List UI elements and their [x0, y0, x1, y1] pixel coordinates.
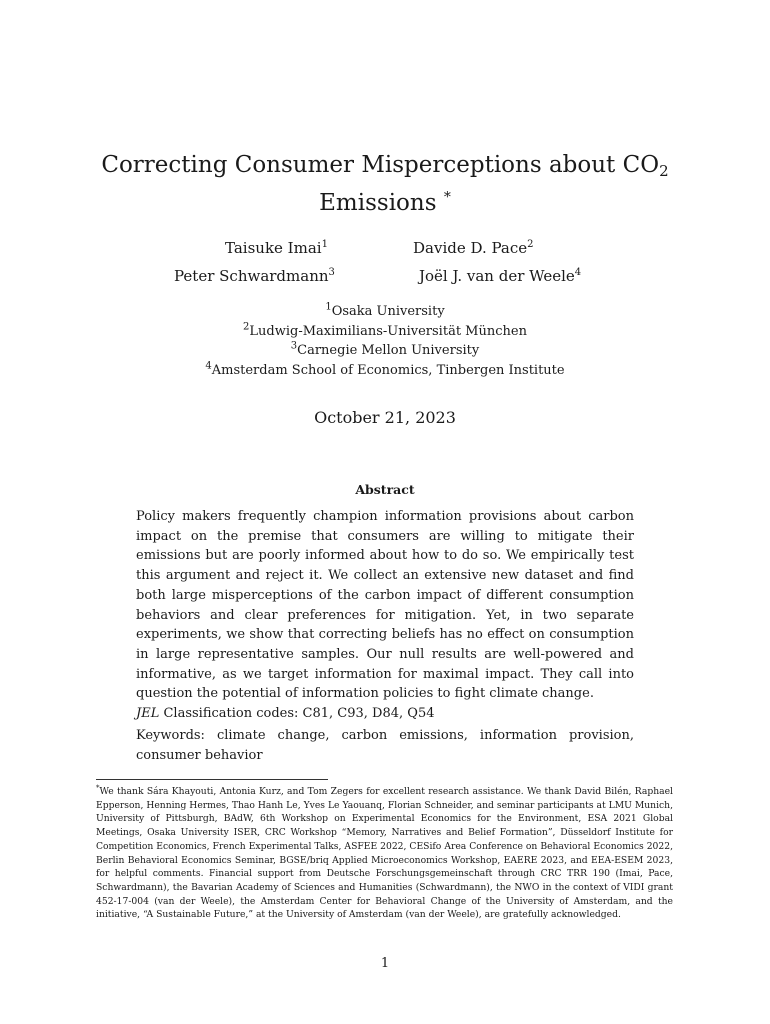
- jel-label: JEL: [136, 706, 160, 721]
- author-name: Taisuke Imai: [225, 239, 322, 257]
- affiliations: [0, 302, 770, 380]
- affiliation-name: Osaka University: [331, 304, 445, 319]
- paper-date: October 21, 2023: [314, 408, 456, 427]
- affiliation-name: Amsterdam School of Economics, Tinbergen Institute: [211, 362, 565, 378]
- affiliation-3: [0, 341, 770, 361]
- title-subscript: 2: [659, 162, 669, 180]
- title-footnote-marker: *: [443, 189, 451, 206]
- affiliation-marker: 4: [205, 360, 212, 372]
- author-4: [419, 267, 581, 285]
- affiliation-name: Carnegie Mellon University: [297, 343, 480, 359]
- footnote-rule: [96, 779, 328, 780]
- author-name: Davide D. Pace: [413, 239, 528, 257]
- jel-text: Classification codes: C81, C93, D84, Q54: [159, 706, 435, 721]
- affiliation-name: Ludwig-Maximilians-Universität München: [249, 323, 527, 339]
- author-affiliation-marker: 3: [328, 267, 335, 278]
- paper-title: [0, 146, 770, 222]
- abstract-text: Policy makers frequently champion information provisions about carbon impact on the premise that consumers are willing to mitigate their emissions but are poorly informed about how to do so. We empirically test this argument and reject it. We collect an extensive new dataset and find both large misperceptions of the carbon impact of different consumption behaviors and clear preferences for mitigation. Yet, in two separate experiments, we show that correcting beliefs has no effect on consumption in large representative samples. Our null results are well-powered and informative, as we target information for maximal impact. They call into question the potential of information policies to fight climate change.: [136, 509, 634, 702]
- affiliation-4: [0, 361, 770, 381]
- affiliation-marker: 3: [290, 340, 298, 352]
- page-number: 1: [380, 956, 390, 971]
- affiliation-2: [0, 322, 770, 342]
- author-2: [413, 239, 534, 257]
- title-main: Correcting Consumer Misperceptions about CO: [101, 152, 660, 178]
- author-name: Joël J. van der Weele: [419, 267, 575, 285]
- affiliation-marker: 1: [325, 301, 332, 313]
- author-affiliation-marker: 4: [574, 267, 582, 278]
- author-affiliation-marker: 2: [527, 239, 534, 250]
- author-affiliation-marker: 1: [321, 239, 328, 250]
- footnote-marker: *: [96, 783, 100, 792]
- abstract-heading: Abstract: [355, 482, 415, 497]
- author-3: [174, 267, 335, 285]
- affiliation-1: [0, 302, 770, 322]
- author-1: [225, 239, 328, 257]
- keywords: Keywords: climate change, carbon emissions, information provision, consumer behavior: [136, 728, 634, 763]
- footnote: [96, 785, 673, 922]
- author-name: Peter Schwardmann: [174, 267, 329, 285]
- affiliation-marker: 2: [243, 321, 250, 333]
- jel-codes: [136, 706, 435, 721]
- footnote-text: We thank Sára Khayouti, Antonia Kurz, and Tom Zegers for excellent research assistance. We thank David Bilén, Raphael Epperson, Henning Hermes, Thao Hanh Le, Yves Le Yaouanq, Florian Schneider, and seminar participants at LMU Munich, University of Pittsburgh, BAdW, 6th Workshop on Experimental Economics for the Environment, ESA 2021 Global Meetings, Osaka University ISER, CRC Workshop “Memory, Narratives and Belief Formation”, Düsseldorf Institute for Competition Economics, French Experimental Talks, ASFEE 2022, CESifo Area Conference on Behavioral Economics 2022, Berlin Behavioral Economics Seminar, BGSE/briq Applied Microeconomics Workshop, EAERE 2023, and EEA-ESEM 2023, for helpful comments. Financial support from Deutsche Forschungsgemeinschaft through CRC TRR 190 (Imai, Pace, Schwardmann), the Bavarian Academy of Sciences and Humanities (Schwardmann), the NWO in the context of VIDI grant 452-17-004 (van der Weele), the Amsterdam Center for Behavioral Change of the University of Amsterdam, and the initiative, “A Sustainable Future,” at the University of Amsterdam (van der Weele), are gratefully acknowledged.: [96, 786, 673, 921]
- title-line2: Emissions: [319, 190, 437, 216]
